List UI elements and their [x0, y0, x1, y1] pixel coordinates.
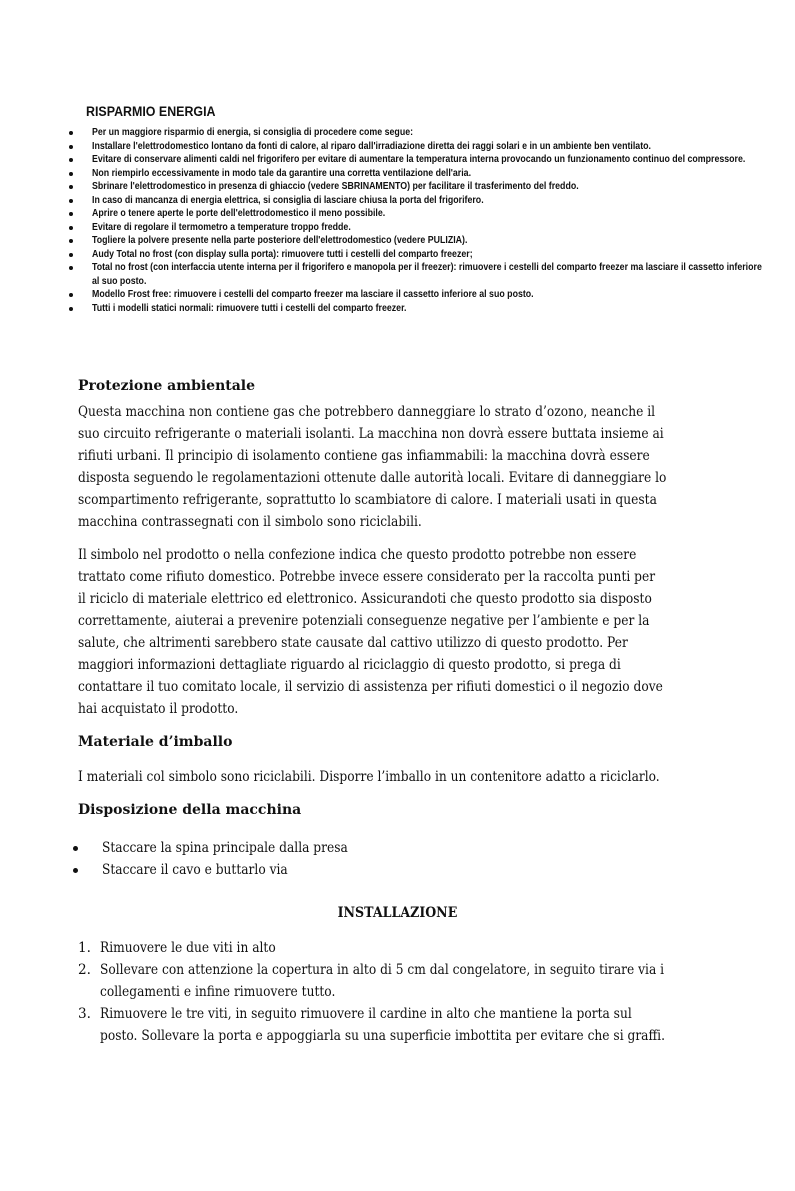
installation-title: INSTALLAZIONE [337, 905, 458, 921]
list-item: Aprire o tenere aperte le porte dell'elettrodomestico il meno possibile. [66, 207, 766, 221]
list-item: Audy Total no frost (con display sulla porta): rimuovere tutti i cestelli del comparto freezer; [66, 248, 766, 262]
installation-steps [78, 937, 728, 1047]
list-item: 1. Rimuovere le due viti in alto [78, 940, 276, 956]
list-item: Installare l'elettrodomestico lontano da fonti di calore, al riparo dall'irradiazione diretta dei raggi solari e in un ambiente ben ventilato. [66, 140, 766, 154]
environment-paragraph-1: Questa macchina non contiene gas che potrebbero danneggiare lo strato d’ozono, neanche il suo circuito refrigerante o materiali isolanti. La macchina non dovrà essere buttata insieme ai rifiuti urbani. Il principio di isolamento contiene gas infiammabili: la macchina dovrà essere disposta seguendo le regolamentazioni ottenute dalle autorità locali. Evitare di danneggiare lo scompartimento refrigerante, soprattutto lo scambiatore di calore. I materiali usati in questa macchina contrassegnati con il simbolo sono riciclabili. [78, 404, 667, 530]
environment-paragraph-2: Il simbolo nel prodotto o nella confezione indica che questo prodotto potrebbe non essere trattato come rifiuto domestico. Potrebbe invece essere considerato per la raccolta punti per il riciclo di materiale elettrico ed elettronico. Assicurandoti che questo prodotto sia disposto correttamente, aiuterai a prevenire potenziali conseguenze negative per l’ambiente e per la salute, che altrimenti sarebbero state causate dal cattivo utilizzo di questo prodotto. Per maggiori informazioni dettagliate riguardo al riciclaggio di questo prodotto, si prega di contattare il tuo comitato locale, il servizio di assistenza per rifiuti domestici o il negozio dove hai acquistato il prodotto. [78, 547, 663, 717]
list-item: Total no frost (con interfaccia utente interna per il frigorifero e manopola per il freezer): rimuovere i cestelli del comparto freezer ma lasciare il cassetto inferiore al suo posto. [66, 261, 766, 288]
disposal-list [66, 837, 375, 881]
list-item: Evitare di regolare il termometro a temperature troppo fredde. [66, 221, 766, 235]
list-item: Staccare la spina principale dalla presa [66, 837, 375, 859]
list-item: Non riempirlo eccessivamente in modo tale da garantire una corretta ventilazione dell'aria. [66, 167, 766, 181]
list-item: Tutti i modelli statici normali: rimuovere tutti i cestelli del comparto freezer. [66, 302, 766, 316]
packaging-text: I materiali col simbolo sono riciclabili. Disporre l’imballo in un contenitore adatto a riciclarlo. [78, 769, 660, 785]
list-item: 3. Rimuovere le tre viti, in seguito rimuovere il cardine in alto che mantiene la porta sul posto. Sollevare la porta e appoggiarla su una superficie imbottita per evitare che si graffi. [78, 1006, 665, 1044]
list-item: Per un maggiore risparmio di energia, si consiglia di procedere come segue: [66, 126, 766, 140]
energy-tips-list [66, 126, 766, 315]
list-item: Togliere la polvere presente nella parte posteriore dell'elettrodomestico (vedere PULIZIA). [66, 234, 766, 248]
list-item: Modello Frost free: rimuovere i cestelli del comparto freezer ma lasciare il cassetto inferiore al suo posto. [66, 288, 766, 302]
list-item: Sbrinare l'elettrodomestico in presenza di ghiaccio (vedere SBRINAMENTO) per facilitare il trasferimento del freddo. [66, 180, 766, 194]
disposal-heading: Disposizione della macchina [78, 802, 302, 818]
packaging-heading: Materiale d’imballo [78, 734, 233, 750]
list-item: 2. Sollevare con attenzione la copertura in alto di 5 cm dal congelatore, in seguito tirare via i collegamenti e infine rimuovere tutto. [78, 962, 665, 1000]
list-item: Evitare di conservare alimenti caldi nel frigorifero per evitare di aumentare la temperatura interna provocando un funzionamento continuo del compressore. [66, 153, 766, 167]
environment-heading: Protezione ambientale [78, 378, 256, 394]
list-item: In caso di mancanza di energia elettrica, si consiglia di lasciare chiusa la porta del frigorifero. [66, 194, 766, 208]
list-item: Staccare il cavo e buttarlo via [66, 859, 375, 881]
energy-saving-title: RISPARMIO ENERGIA [86, 104, 216, 119]
